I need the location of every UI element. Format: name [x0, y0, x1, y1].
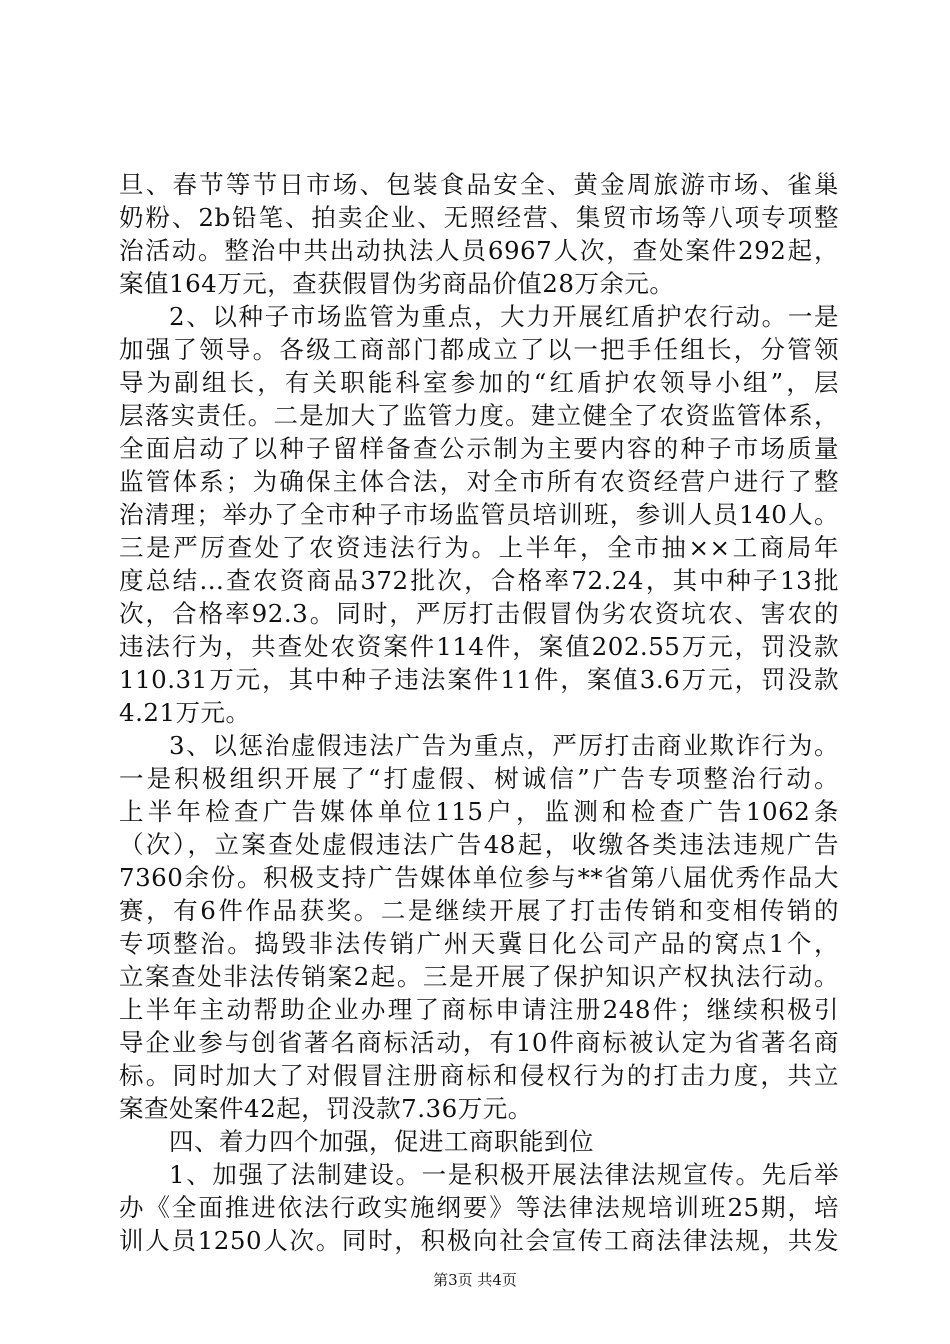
text-line: 立案查处非法传销案2起。三是开展了保护知识产权执法行动。	[119, 962, 839, 991]
text-line: 案查处案件42起，罚没款7.36万元。	[119, 1094, 533, 1123]
text-line: 治活动。整治中共出动执法人员6967人次，查处案件292起，	[119, 236, 839, 265]
paragraph-start-line: 3、以惩治虚假违法广告为重点，严厉打击商业欺诈行为。	[169, 731, 839, 760]
text-line: 奶粉、2b铅笔、拍卖企业、无照经营、集贸市场等八项专项整	[119, 203, 839, 232]
text-line: 一是积极组织开展了“打虚假、树诚信”广告专项整治行动。	[119, 764, 839, 793]
text-line: （次），立案查处虚假违法广告48起，收缴各类违法违规广告	[119, 830, 839, 859]
text-line: 治清理；举办了全市种子市场监管员培训班，参训人员140人。	[119, 500, 839, 529]
text-line: 全面启动了以种子留样备查公示制为主要内容的种子市场质量	[119, 434, 839, 463]
paragraph-start-line: 1、加强了法制建设。一是积极开展法律法规宣传。先后举	[169, 1160, 839, 1189]
text-line: 上半年主动帮助企业办理了商标申请注册248件；继续积极引	[119, 995, 839, 1024]
text-line: 4.21万元。	[119, 698, 251, 727]
text-line: 标。同时加大了对假冒注册商标和侵权行为的打击力度，共立	[119, 1061, 839, 1090]
text-line: 旦、春节等节日市场、包装食品安全、黄金周旅游市场、雀巢	[119, 170, 839, 199]
text-line: 上半年检查广告媒体单位115户，监测和检查广告1062条	[119, 797, 839, 826]
text-line: 层落实责任。二是加大了监管力度。建立健全了农资监管体系，	[119, 401, 839, 430]
section-heading: 四、着力四个加强，促进工商职能到位	[169, 1127, 594, 1156]
text-line: 次，合格率92.3。同时，严厉打击假冒伪劣农资坑农、害农的	[119, 599, 839, 628]
text-line: 导企业参与创省著名商标活动，有10件商标被认定为省著名商	[119, 1028, 839, 1057]
text-line: 导为副组长，有关职能科室参加的“红盾护农领导小组”，层	[119, 368, 839, 397]
text-line: 赛，有6件作品获奖。二是继续开展了打击传销和变相传销的	[119, 896, 839, 925]
text-line: 案值164万元，查获假冒伪劣商品价值28万余元。	[119, 269, 675, 298]
text-line: 加强了领导。各级工商部门都成立了以一把手任组长，分管领	[119, 335, 839, 364]
text-line: 办《全面推进依法行政实施纲要》等法律法规培训班25期，培	[119, 1193, 839, 1222]
text-line: 三是严厉查处了农资违法行为。上半年，全市抽××工商局年	[119, 533, 839, 562]
page-number: 第3页 共4页	[433, 1271, 517, 1289]
document-body	[119, 168, 839, 1257]
text-line: 专项整治。捣毁非法传销广州天冀日化公司产品的窝点1个，	[119, 929, 839, 958]
page-footer	[0, 1270, 950, 1290]
text-line: 7360余份。积极支持广告媒体单位参与**省第八届优秀作品大	[119, 863, 839, 892]
text-line: 监管体系；为确保主体合法，对全市所有农资经营户进行了整	[119, 467, 839, 496]
text-line: 违法行为，共查处农资案件114件，案值202.55万元，罚没款	[119, 632, 839, 661]
text-line: 训人员1250人次。同时，积极向社会宣传工商法律法规，共发	[119, 1226, 839, 1255]
paragraph-start-line: 2、以种子市场监管为重点，大力开展红盾护农行动。一是	[169, 302, 839, 331]
text-line: 度总结...查农资商品372批次，合格率72.24，其中种子13批	[119, 566, 839, 595]
text-line: 110.31万元，其中种子违法案件11件，案值3.6万元，罚没款	[119, 665, 839, 694]
